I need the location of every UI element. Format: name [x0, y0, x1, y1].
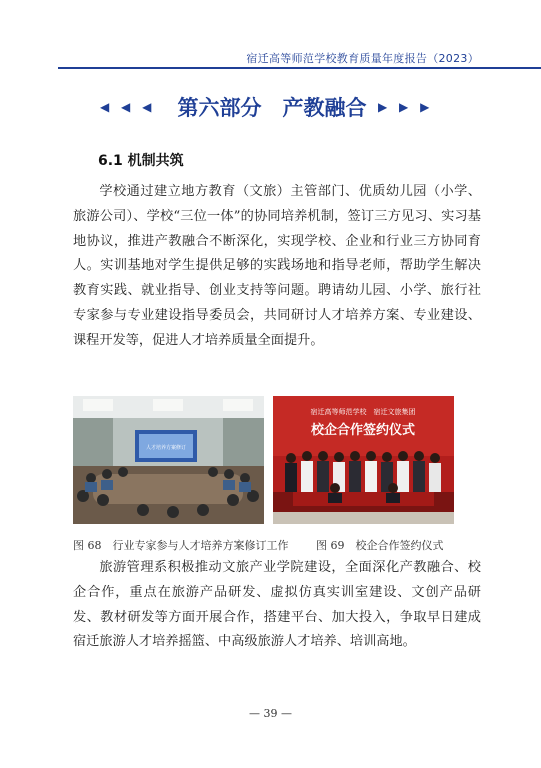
left-arrows-icon: ◀ ◀ ◀ — [100, 100, 156, 114]
section-title: 第六部分 产教融合 — [177, 95, 367, 120]
signing-photo-image — [273, 396, 454, 524]
section-title-bar — [0, 90, 541, 124]
meeting-photo — [73, 396, 264, 524]
page-header — [0, 0, 541, 64]
signing-ceremony-photo — [273, 396, 454, 524]
body-paragraph-2: 旅游管理系积极推动文旅产业学院建设，全面深化产教融合、校企合作，重点在旅游产品研发、虚拟仿真实训室建设、文创产品研发、教材研发等方面开展合作，搭建平台、加大投入，争取早日建成宿迁旅游人才培养摇篮、中高级旅游人才培养、培训高地。 — [73, 560, 481, 650]
figure-69-caption: 图 69 校企合作签约仪式 — [316, 539, 444, 552]
banner-line-1: 宿迁高等师范学校 宿迁文旅集团 — [310, 408, 416, 416]
page-number: — 39 — — [249, 707, 292, 720]
banner-line-2: 校企合作签约仪式 — [310, 423, 416, 438]
body-paragraph-1: 学校通过建立地方教育（文旅）主管部门、优质幼儿园（小学、旅游公司）、学校“三位一体”的协同培养机制，签订三方见习、实习基地协议，推进产教融合不断深化，实现学校、企业和行业三方协同育人。实训基地对学生提供足够的实践场地和指导老师，帮助学生解决教育实践、就业指导、创业支持等问题。聘请幼儿园、小学、旅行社专家参与专业建设指导委员会，共同研讨人才培养方案、专业建设、课程开发等，促进人才培养质量全面提升。 — [73, 184, 481, 348]
screen-text: 人才培养方案修订 — [145, 445, 187, 451]
header-title: 宿迁高等师范学校教育质量年度报告（2023） — [246, 52, 479, 65]
subsection-heading: 6.1 机制共筑 — [98, 153, 184, 169]
meeting-photo-image — [73, 396, 264, 524]
right-arrows-icon: ▶ ▶ ▶ — [378, 100, 434, 114]
figure-68-caption: 图 68 行业专家参与人才培养方案修订工作 — [73, 539, 289, 552]
header-rule — [58, 67, 541, 69]
